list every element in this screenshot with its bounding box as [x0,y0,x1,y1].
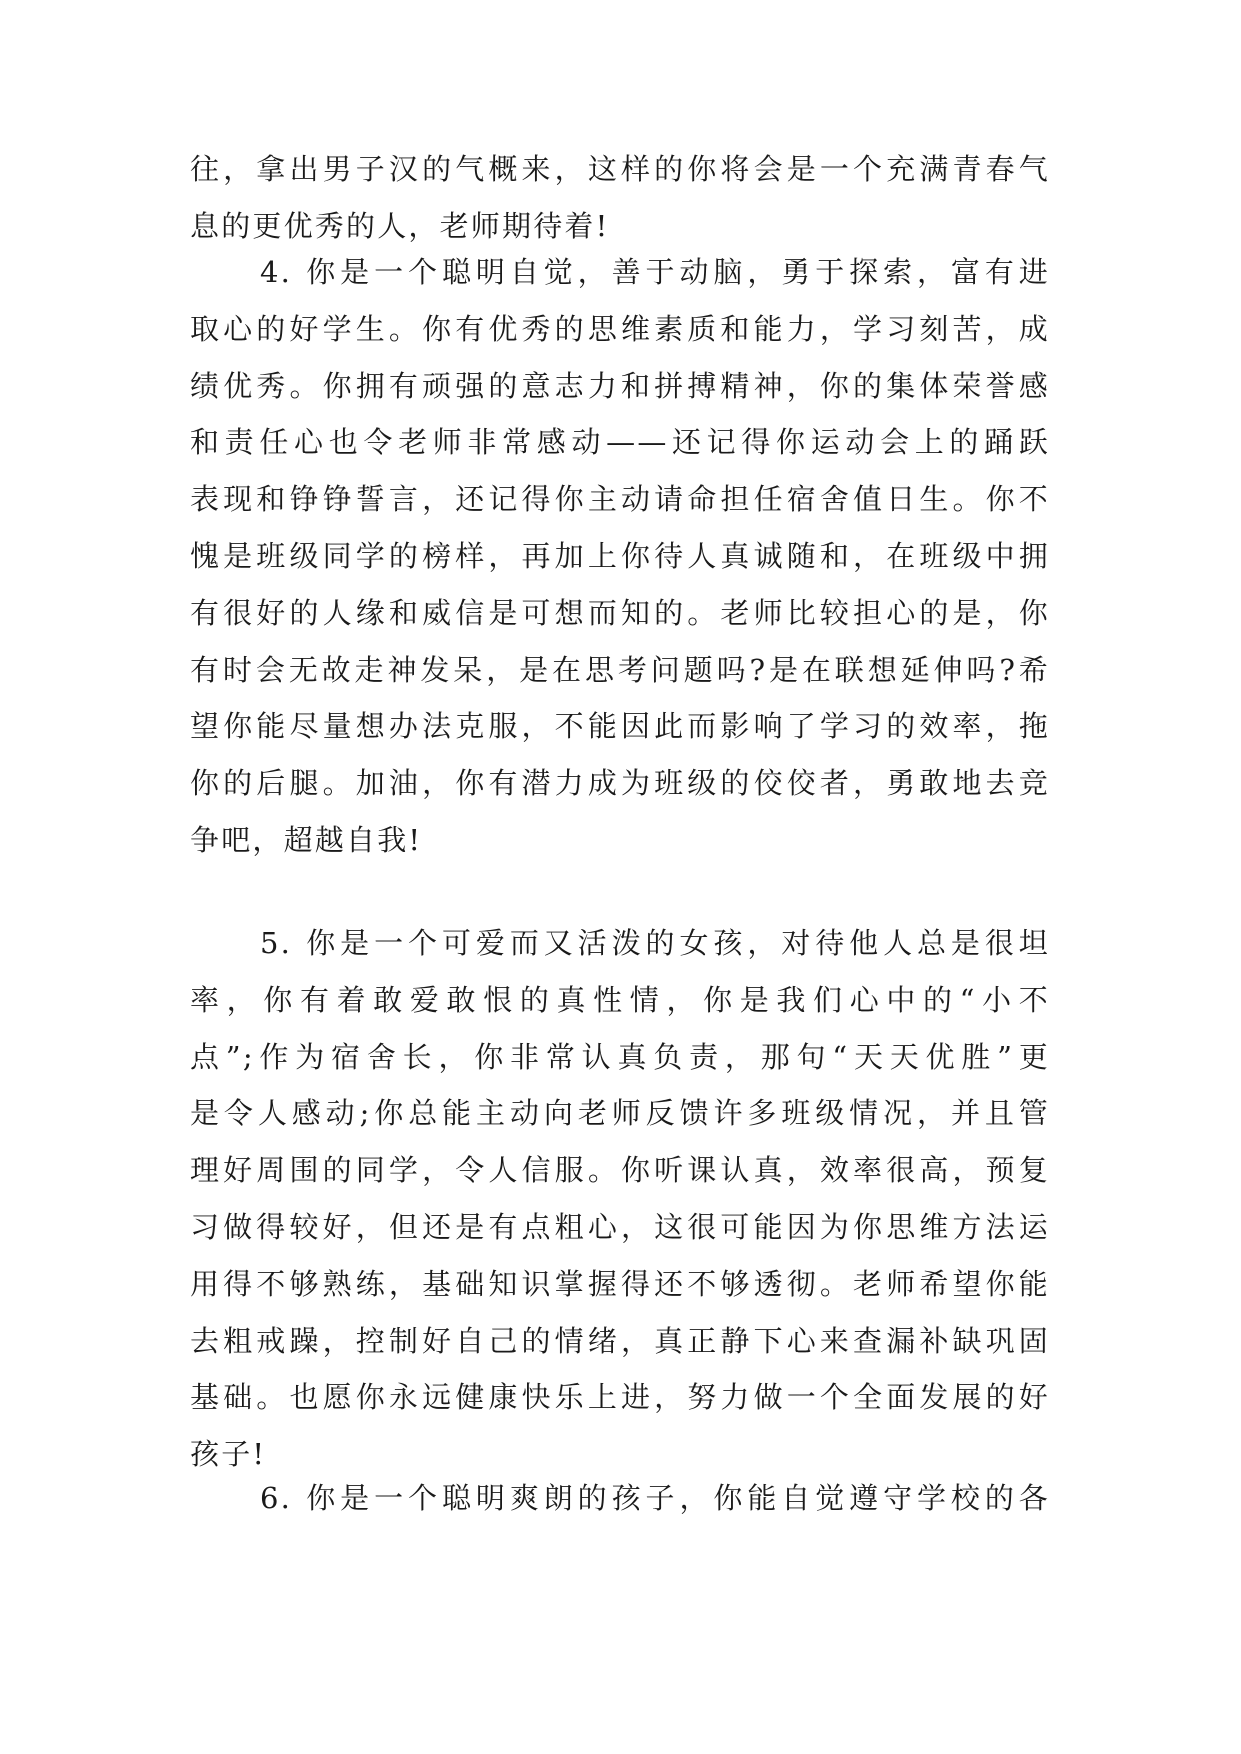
text-line: 息的更优秀的人，老师期待着! [190,208,610,243]
text-line: 表现和铮铮誓言，还记得你主动请命担任宿舍值日生。你不 [190,482,1050,517]
text-line: 愧是班级同学的榜样，再加上你待人真诚随和，在班级中拥 [190,538,1050,573]
text-line: 基础。也愿你永远健康快乐上进，努力做一个全面发展的好 [190,1380,1050,1415]
text-line: 6. 你是一个聪明爽朗的孩子，你能自觉遵守学校的各 [260,1481,1050,1515]
paragraph-5 [190,915,1050,1483]
text-line: 往，拿出男子汉的气概来，这样的你将会是一个充满青春气 [190,152,1050,186]
text-line: 你的后腿。加油，你有潜力成为班级的佼佼者，勇敢地去竞 [190,766,1050,801]
text-line: 望你能尽量想办法克服，不能因此而影响了学习的效率，拖 [190,709,1050,744]
text-line: 有很好的人缘和威信是可想而知的。老师比较担心的是，你 [190,595,1050,630]
text-line: 绩优秀。你拥有顽强的意志力和拼搏精神，你的集体荣誉感 [190,368,1050,403]
text-line: 理好周围的同学，令人信服。你听课认真，效率很高，预复 [190,1153,1050,1188]
text-line: 取心的好学生。你有优秀的思维素质和能力，学习刻苦，成 [190,311,1050,346]
text-line: 4. 你是一个聪明自觉，善于动脑，勇于探索，富有进 [260,255,1050,289]
text-line: 率，你有着敢爱敢恨的真性情，你是我们心中的“小不 [190,982,1050,1017]
paragraph-4 [190,244,1050,869]
text-line: 用得不够熟练，基础知识掌握得还不够透彻。老师希望你能 [190,1266,1050,1301]
text-line: 孩子! [190,1437,267,1472]
text-line: 点”;作为宿舍长，你非常认真负责，那句“天天优胜”更 [190,1039,1050,1074]
text-line: 争吧，超越自我! [190,822,423,857]
text-line: 5. 你是一个可爱而又活泼的女孩，对待他人总是很坦 [260,926,1050,960]
text-line: 有时会无故走神发呆，是在思考问题吗?是在联想延伸吗?希 [190,652,1050,687]
paragraph-3-continuation [190,141,1050,255]
text-line: 习做得较好，但还是有点粗心，这很可能因为你思维方法运 [190,1209,1050,1244]
paragraph-6 [190,1470,1050,1527]
text-line: 去粗戒躁，控制好自己的情绪，真正静下心来查漏补缺巩固 [190,1323,1050,1358]
text-line: 和责任心也令老师非常感动——还记得你运动会上的踊跃 [190,425,1050,460]
text-line: 是令人感动;你总能主动向老师反馈许多班级情况，并且管 [190,1096,1050,1131]
